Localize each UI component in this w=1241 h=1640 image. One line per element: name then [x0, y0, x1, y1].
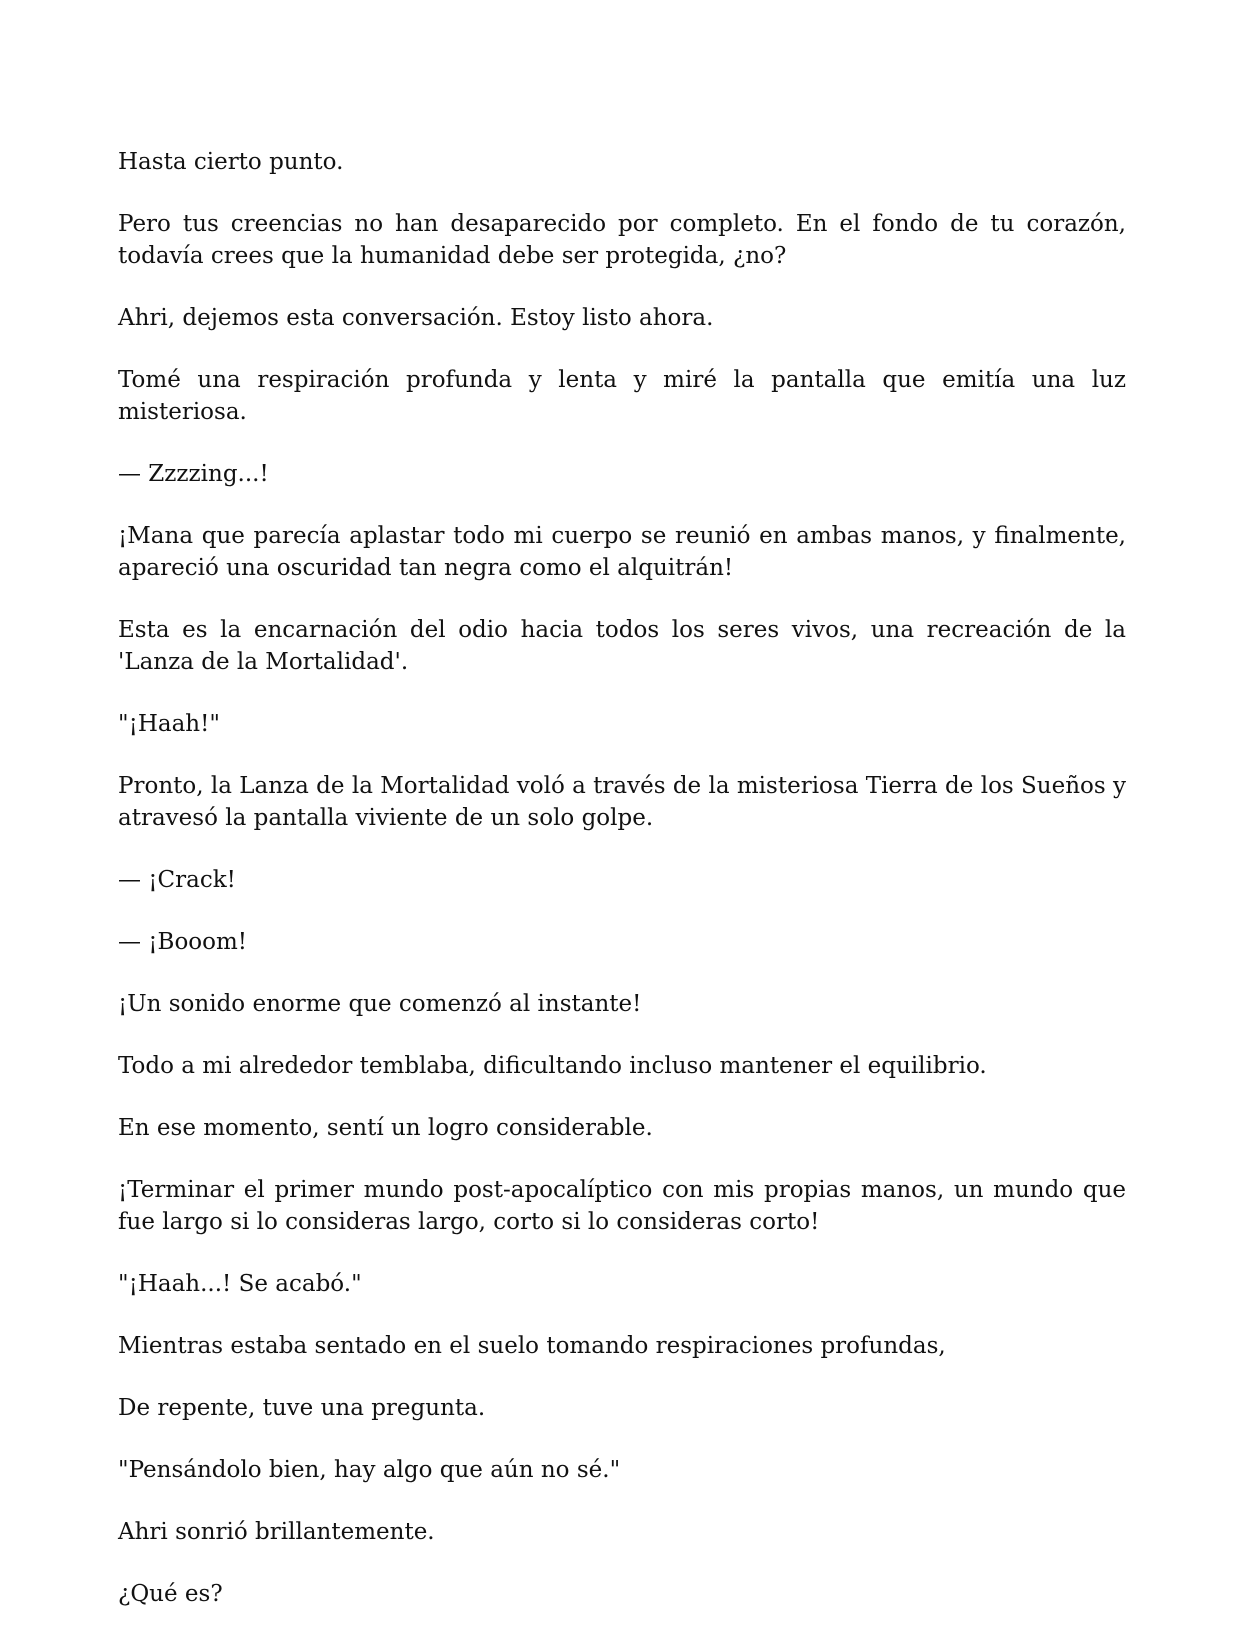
paragraph: Esta es la encarnación del odio hacia todos los seres vivos, una recreación de la 'Lanza de la Mortalidad'. — [118, 617, 1126, 675]
paragraph: — ¡Crack! — [118, 867, 236, 893]
paragraph: Todo a mi alrededor temblaba, dificultando incluso mantener el equilibrio. — [118, 1053, 987, 1079]
paragraph: Mientras estaba sentado en el suelo tomando respiraciones profundas, — [118, 1333, 946, 1359]
paragraph: Hasta cierto punto. — [118, 149, 344, 175]
paragraph: Pero tus creencias no han desaparecido por completo. En el fondo de tu corazón, todavía crees que la humanidad debe ser protegida, ¿no? — [118, 211, 1126, 269]
paragraph: "Pensándolo bien, hay algo que aún no sé." — [118, 1457, 621, 1483]
paragraph: En ese momento, sentí un logro considerable. — [118, 1115, 653, 1141]
paragraph: — ¡Booom! — [118, 929, 248, 955]
paragraph: ¿Qué es? — [118, 1581, 223, 1607]
paragraph: — Zzzzing...! — [118, 461, 269, 487]
paragraph: ¡Terminar el primer mundo post-apocalíptico con mis propias manos, un mundo que fue largo si lo consideras largo, corto si lo consideras corto! — [118, 1177, 1126, 1235]
paragraph: ¡Un sonido enorme que comenzó al instante! — [118, 991, 642, 1017]
document-body — [118, 146, 1126, 1640]
paragraph: Ahri sonrió brillantemente. — [118, 1519, 435, 1545]
paragraph: "¡Haah...! Se acabó." — [118, 1271, 362, 1297]
paragraph: ¡Mana que parecía aplastar todo mi cuerpo se reunió en ambas manos, y finalmente, apareció una oscuridad tan negra como el alquitrán! — [118, 523, 1126, 581]
paragraph: "¡Haah!" — [118, 711, 220, 737]
paragraph: De repente, tuve una pregunta. — [118, 1395, 486, 1421]
paragraph: Tomé una respiración profunda y lenta y miré la pantalla que emitía una luz misteriosa. — [118, 367, 1126, 425]
paragraph: Ahri, dejemos esta conversación. Estoy listo ahora. — [118, 305, 714, 331]
paragraph: Pronto, la Lanza de la Mortalidad voló a través de la misteriosa Tierra de los Sueños y atravesó la pantalla viviente de un solo golpe. — [118, 773, 1126, 831]
